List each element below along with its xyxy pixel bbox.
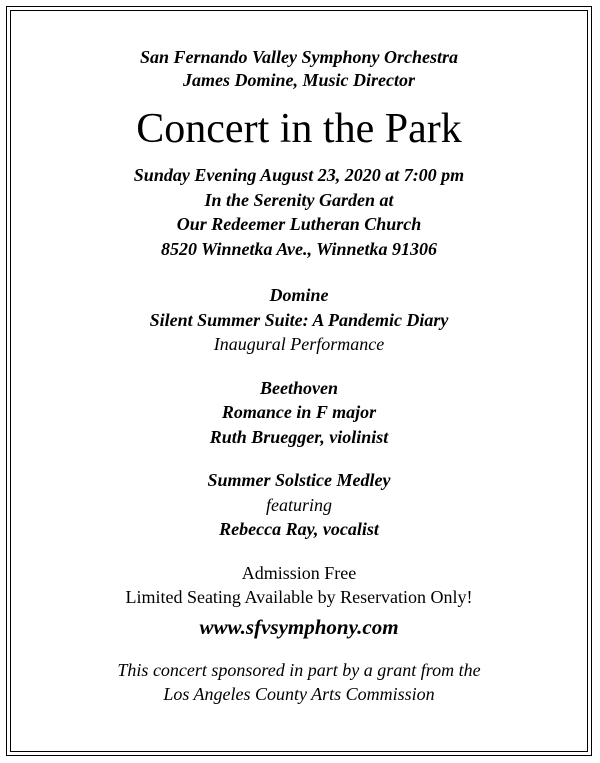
flyer-content — [10, 46, 588, 707]
event-venue-garden: In the Serenity Garden at — [204, 189, 394, 210]
sponsor-credit — [10, 658, 588, 707]
program-item-2 — [10, 376, 588, 450]
program-item-1 — [10, 283, 588, 357]
program-item-3 — [10, 468, 588, 542]
event-address: 8520 Winnetka Ave., Winnetka 91306 — [160, 238, 438, 259]
event-venue-church: Our Redeemer Lutheran Church — [176, 214, 422, 234]
program-performer: Ruth Bruegger, violinist — [209, 426, 389, 447]
orchestra-name: San Fernando Valley Symphony Orchestra — [139, 47, 459, 67]
program-work: Summer Solstice Medley — [207, 470, 391, 490]
seating-notice: Limited Seating Available by Reservation Only! — [125, 587, 473, 607]
website-link[interactable]: www.sfvsymphony.com — [199, 614, 399, 639]
program-note: Inaugural Performance — [213, 334, 385, 354]
program-work: Romance in F major — [221, 402, 377, 422]
sponsor-line-2: Los Angeles County Arts Commission — [163, 684, 435, 704]
admission-free: Admission Free — [241, 562, 357, 583]
program-work: Silent Summer Suite: A Pandemic Diary — [149, 309, 449, 330]
flyer-header — [10, 46, 588, 92]
program-composer: Domine — [269, 285, 329, 305]
program-performer: Rebecca Ray, vocalist — [219, 519, 379, 539]
admission-info — [10, 561, 588, 610]
event-details — [10, 163, 588, 261]
concert-title: Concert in the Park — [136, 106, 462, 152]
sponsor-line-1: This concert sponsored in part by a grant from the — [117, 659, 481, 680]
program-note: featuring — [266, 494, 332, 515]
program-composer: Beethoven — [260, 377, 338, 398]
event-date-time: Sunday Evening August 23, 2020 at 7:00 pm — [133, 165, 465, 185]
music-director: James Domine, Music Director — [183, 70, 415, 90]
